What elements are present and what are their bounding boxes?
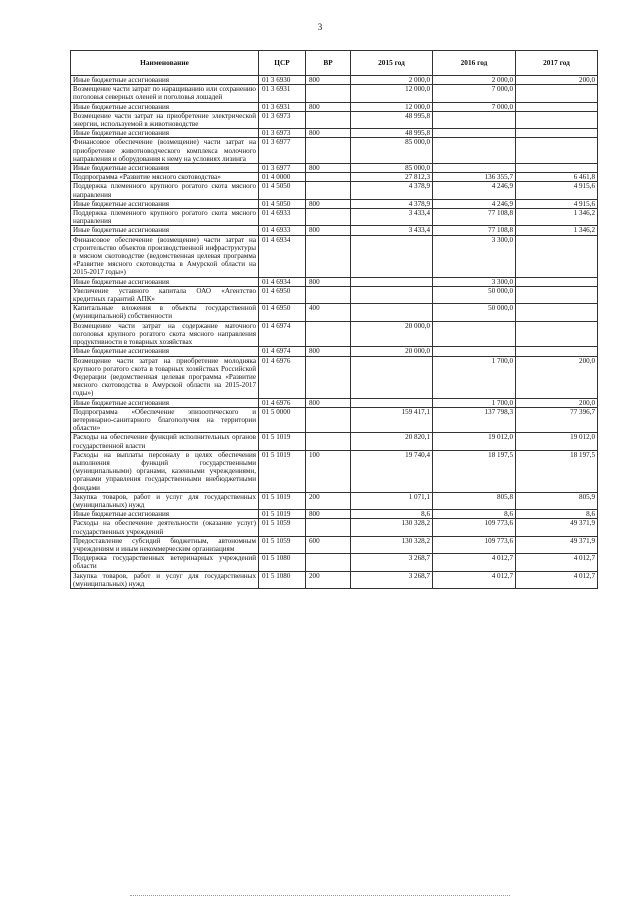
cell-2017: 4 915,6 bbox=[516, 182, 598, 199]
cell-2015: 85 000,0 bbox=[351, 164, 433, 173]
table-row bbox=[71, 199, 598, 208]
cell-2015: 19 740,4 bbox=[351, 450, 433, 492]
cell-2016: 4 246,9 bbox=[433, 182, 516, 199]
cell-2015: 130 328,2 bbox=[351, 519, 433, 536]
cell-2016: 7 000,0 bbox=[433, 85, 516, 102]
cell-csr: 01 4 6950 bbox=[259, 304, 306, 321]
cell-2015 bbox=[351, 304, 433, 321]
cell-csr: 01 4 6933 bbox=[259, 226, 306, 235]
cell-2016 bbox=[433, 347, 516, 356]
cell-vr bbox=[306, 519, 351, 536]
cell-csr: 01 3 6977 bbox=[259, 164, 306, 173]
cell-vr bbox=[306, 235, 351, 277]
header-2017: 2017 год bbox=[516, 51, 598, 76]
cell-vr: 800 bbox=[306, 102, 351, 111]
cell-2017 bbox=[516, 111, 598, 128]
cell-csr: 01 4 0000 bbox=[259, 173, 306, 182]
cell-2017 bbox=[516, 129, 598, 138]
cell-2016: 7 000,0 bbox=[433, 102, 516, 111]
table-row bbox=[71, 102, 598, 111]
cell-2015: 3 433,4 bbox=[351, 226, 433, 235]
cell-2015: 20 820,1 bbox=[351, 433, 433, 450]
cell-name: Иные бюджетные ассигнования bbox=[71, 199, 259, 208]
cell-2016: 4 012,7 bbox=[433, 554, 516, 571]
cell-vr bbox=[306, 554, 351, 571]
cell-vr bbox=[306, 111, 351, 128]
cell-2017: 1 346,2 bbox=[516, 209, 598, 226]
cell-2017: 77 396,7 bbox=[516, 407, 598, 433]
cell-vr bbox=[306, 407, 351, 433]
cell-vr: 800 bbox=[306, 129, 351, 138]
header-2015: 2015 год bbox=[351, 51, 433, 76]
cell-2015: 4 378,9 bbox=[351, 182, 433, 199]
table-row bbox=[71, 433, 598, 450]
cell-csr: 01 3 6931 bbox=[259, 102, 306, 111]
cell-2016: 3 300,0 bbox=[433, 277, 516, 286]
cell-2015: 20 000,0 bbox=[351, 321, 433, 347]
cell-vr bbox=[306, 182, 351, 199]
cell-vr bbox=[306, 85, 351, 102]
table-row bbox=[71, 304, 598, 321]
cell-2016: 1 700,0 bbox=[433, 356, 516, 398]
cell-2017: 8,6 bbox=[516, 510, 598, 519]
header-2016: 2016 год bbox=[433, 51, 516, 76]
cell-name: Возмещение части затрат по наращиванию или сохранению поголовья северных оленей и поголовья лошадей bbox=[71, 85, 259, 102]
cell-name: Иные бюджетные ассигнования bbox=[71, 398, 259, 407]
cell-2015: 1 071,1 bbox=[351, 492, 433, 509]
table-row bbox=[71, 85, 598, 102]
cell-2017 bbox=[516, 235, 598, 277]
table-row bbox=[71, 347, 598, 356]
cell-2015 bbox=[351, 235, 433, 277]
cell-vr bbox=[306, 173, 351, 182]
page-number: 3 bbox=[317, 22, 323, 32]
cell-2015: 4 378,9 bbox=[351, 199, 433, 208]
cell-2017: 6 461,8 bbox=[516, 173, 598, 182]
cell-csr: 01 4 5050 bbox=[259, 182, 306, 199]
cell-csr: 01 4 6976 bbox=[259, 398, 306, 407]
cell-2017 bbox=[516, 138, 598, 164]
cell-2017 bbox=[516, 164, 598, 173]
table-row bbox=[71, 286, 598, 303]
cell-2015 bbox=[351, 286, 433, 303]
cell-vr: 100 bbox=[306, 450, 351, 492]
page-bottom-divider bbox=[130, 895, 510, 896]
cell-2017 bbox=[516, 286, 598, 303]
cell-2016: 109 773,6 bbox=[433, 519, 516, 536]
cell-2017: 18 197,5 bbox=[516, 450, 598, 492]
cell-csr: 01 4 5050 bbox=[259, 199, 306, 208]
cell-2016: 8,6 bbox=[433, 510, 516, 519]
cell-2015: 130 328,2 bbox=[351, 536, 433, 553]
cell-2015: 48 995,8 bbox=[351, 111, 433, 128]
cell-csr: 01 5 1059 bbox=[259, 519, 306, 536]
table-row bbox=[71, 76, 598, 85]
table-row bbox=[71, 277, 598, 286]
cell-2015: 8,6 bbox=[351, 510, 433, 519]
cell-vr: 200 bbox=[306, 571, 351, 588]
cell-name: Возмещение части затрат на приобретение электрической энергии, используемой в животноводстве bbox=[71, 111, 259, 128]
cell-2017 bbox=[516, 347, 598, 356]
cell-2016: 77 108,8 bbox=[433, 209, 516, 226]
cell-name: Расходы на выплаты персоналу в целях обеспечения выполнения функций государственными (муниципальными) органами, казенными учреждениями, органами управления государственными внебюджетными фондами bbox=[71, 450, 259, 492]
cell-2017 bbox=[516, 321, 598, 347]
table-header-row bbox=[71, 51, 598, 76]
cell-2015: 85 000,0 bbox=[351, 138, 433, 164]
cell-csr: 01 4 6934 bbox=[259, 235, 306, 277]
table-row bbox=[71, 173, 598, 182]
cell-2015: 12 000,0 bbox=[351, 85, 433, 102]
table-row bbox=[71, 111, 598, 128]
cell-2015 bbox=[351, 398, 433, 407]
cell-name: Финансовое обеспечение (возмещение) части затрат на строительство объектов производственной инфраструктуры в мясном скотоводстве (ведомственная целевая программа «Развитие мясного скотоводства в Амурской области на 2015-2017 годы») bbox=[71, 235, 259, 277]
cell-name: Иные бюджетные ассигнования bbox=[71, 226, 259, 235]
cell-2016: 137 798,3 bbox=[433, 407, 516, 433]
cell-name: Подпрограмма «Развитие мясного скотоводства» bbox=[71, 173, 259, 182]
cell-vr: 400 bbox=[306, 304, 351, 321]
cell-2016: 805,8 bbox=[433, 492, 516, 509]
cell-2016 bbox=[433, 129, 516, 138]
cell-name: Увеличение уставного капитала ОАО «Агентство кредитных гарантий АПК» bbox=[71, 286, 259, 303]
cell-csr: 01 3 6973 bbox=[259, 129, 306, 138]
cell-csr: 01 4 6950 bbox=[259, 286, 306, 303]
cell-2016: 1 700,0 bbox=[433, 398, 516, 407]
cell-2017 bbox=[516, 277, 598, 286]
cell-2016 bbox=[433, 138, 516, 164]
cell-name: Подпрограмма «Обеспечение эпизоотического и ветеринарно-санитарного благополучия на территории области» bbox=[71, 407, 259, 433]
cell-vr bbox=[306, 286, 351, 303]
cell-vr: 600 bbox=[306, 536, 351, 553]
cell-2016: 109 773,6 bbox=[433, 536, 516, 553]
cell-2015: 3 268,7 bbox=[351, 554, 433, 571]
cell-name: Иные бюджетные ассигнования bbox=[71, 347, 259, 356]
cell-name: Иные бюджетные ассигнования bbox=[71, 102, 259, 111]
cell-2016: 3 300,0 bbox=[433, 235, 516, 277]
cell-2017 bbox=[516, 85, 598, 102]
cell-2015 bbox=[351, 356, 433, 398]
cell-vr bbox=[306, 356, 351, 398]
cell-name: Расходы на обеспечение функций исполнительных органов государственной власти bbox=[71, 433, 259, 450]
cell-csr: 01 3 6977 bbox=[259, 138, 306, 164]
cell-2016: 18 197,5 bbox=[433, 450, 516, 492]
cell-csr: 01 3 6973 bbox=[259, 111, 306, 128]
cell-name: Иные бюджетные ассигнования bbox=[71, 164, 259, 173]
cell-csr: 01 5 1080 bbox=[259, 571, 306, 588]
cell-2016: 19 012,0 bbox=[433, 433, 516, 450]
cell-vr: 800 bbox=[306, 226, 351, 235]
table-row bbox=[71, 450, 598, 492]
table-row bbox=[71, 182, 598, 199]
cell-2017: 4 012,7 bbox=[516, 554, 598, 571]
cell-csr: 01 3 6931 bbox=[259, 85, 306, 102]
table-row bbox=[71, 398, 598, 407]
cell-csr: 01 5 1019 bbox=[259, 450, 306, 492]
table-row bbox=[71, 164, 598, 173]
cell-name: Иные бюджетные ассигнования bbox=[71, 277, 259, 286]
cell-2016: 136 355,7 bbox=[433, 173, 516, 182]
cell-2017: 49 371,9 bbox=[516, 519, 598, 536]
cell-2017: 200,0 bbox=[516, 356, 598, 398]
cell-2017 bbox=[516, 102, 598, 111]
cell-name: Поддержка племенного крупного рогатого скота мясного направления bbox=[71, 182, 259, 199]
cell-csr: 01 5 1019 bbox=[259, 492, 306, 509]
cell-2015: 48 995,8 bbox=[351, 129, 433, 138]
table-row bbox=[71, 492, 598, 509]
cell-2015: 20 000,0 bbox=[351, 347, 433, 356]
cell-2016: 50 000,0 bbox=[433, 286, 516, 303]
cell-vr bbox=[306, 433, 351, 450]
cell-2015: 3 433,4 bbox=[351, 209, 433, 226]
cell-vr: 800 bbox=[306, 164, 351, 173]
cell-2015 bbox=[351, 277, 433, 286]
cell-2016: 4 012,7 bbox=[433, 571, 516, 588]
table-row bbox=[71, 129, 598, 138]
cell-name: Поддержка племенного крупного рогатого скота мясного направления bbox=[71, 209, 259, 226]
cell-csr: 01 4 6933 bbox=[259, 209, 306, 226]
cell-2017 bbox=[516, 304, 598, 321]
cell-2016 bbox=[433, 164, 516, 173]
table-row bbox=[71, 321, 598, 347]
cell-vr: 800 bbox=[306, 398, 351, 407]
cell-name: Расходы на обеспечение деятельности (оказание услуг) государственных учреждений bbox=[71, 519, 259, 536]
table-row bbox=[71, 571, 598, 588]
cell-name: Возмещение части затрат на содержание маточного поголовья крупного рогатого скота мясного направления продуктивности в товарных хозяйствах bbox=[71, 321, 259, 347]
cell-name: Предоставление субсидий бюджетным, автономным учреждениям и иным некоммерческим организациям bbox=[71, 536, 259, 553]
cell-2015: 2 000,0 bbox=[351, 76, 433, 85]
cell-vr: 800 bbox=[306, 510, 351, 519]
table-body bbox=[71, 76, 598, 589]
cell-2016 bbox=[433, 111, 516, 128]
cell-name: Иные бюджетные ассигнования bbox=[71, 76, 259, 85]
cell-name: Иные бюджетные ассигнования bbox=[71, 129, 259, 138]
cell-2016: 50 000,0 bbox=[433, 304, 516, 321]
cell-csr: 01 5 0000 bbox=[259, 407, 306, 433]
cell-csr: 01 5 1019 bbox=[259, 433, 306, 450]
cell-2017: 805,9 bbox=[516, 492, 598, 509]
cell-csr: 01 3 6930 bbox=[259, 76, 306, 85]
table-row bbox=[71, 209, 598, 226]
cell-2017: 200,0 bbox=[516, 398, 598, 407]
cell-2015: 12 000,0 bbox=[351, 102, 433, 111]
cell-2016: 77 108,8 bbox=[433, 226, 516, 235]
cell-vr bbox=[306, 138, 351, 164]
cell-name: Закупка товаров, работ и услуг для государственных (муниципальных) нужд bbox=[71, 571, 259, 588]
cell-2015: 3 268,7 bbox=[351, 571, 433, 588]
cell-2015: 27 812,3 bbox=[351, 173, 433, 182]
cell-2016: 2 000,0 bbox=[433, 76, 516, 85]
cell-2017: 19 012,0 bbox=[516, 433, 598, 450]
cell-vr bbox=[306, 209, 351, 226]
cell-name: Капитальные вложения в объекты государственной (муниципальной) собственности bbox=[71, 304, 259, 321]
cell-2017: 4 012,7 bbox=[516, 571, 598, 588]
cell-csr: 01 5 1059 bbox=[259, 536, 306, 553]
cell-name: Возмещение части затрат на приобретение молодняка крупного рогатого скота в товарных хозяйствах Российской Федерации (ведомственная целевая программа «Развитие мясного скотоводства в Амурской области на 2015-2017 годы») bbox=[71, 356, 259, 398]
cell-2015: 159 417,1 bbox=[351, 407, 433, 433]
table-row bbox=[71, 519, 598, 536]
table-row bbox=[71, 356, 598, 398]
header-name: Наименование bbox=[71, 51, 259, 76]
table-row bbox=[71, 554, 598, 571]
cell-csr: 01 4 6934 bbox=[259, 277, 306, 286]
cell-vr: 800 bbox=[306, 199, 351, 208]
cell-vr: 200 bbox=[306, 492, 351, 509]
cell-name: Закупка товаров, работ и услуг для государственных (муниципальных) нужд bbox=[71, 492, 259, 509]
cell-csr: 01 4 6976 bbox=[259, 356, 306, 398]
cell-2016 bbox=[433, 321, 516, 347]
cell-name: Поддержка государственных ветеринарных учреждений области bbox=[71, 554, 259, 571]
table-row bbox=[71, 510, 598, 519]
table-row bbox=[71, 407, 598, 433]
cell-2017: 1 346,2 bbox=[516, 226, 598, 235]
cell-2017: 200,0 bbox=[516, 76, 598, 85]
header-csr: ЦСР bbox=[259, 51, 306, 76]
table-row bbox=[71, 138, 598, 164]
table-row bbox=[71, 226, 598, 235]
cell-name: Финансовое обеспечение (возмещение) части затрат на приобретение животноводческого комплекса молочного направления и оборудования к нему на условиях лизинга bbox=[71, 138, 259, 164]
table-row bbox=[71, 235, 598, 277]
cell-vr: 800 bbox=[306, 347, 351, 356]
header-vr: ВР bbox=[306, 51, 351, 76]
cell-vr: 800 bbox=[306, 76, 351, 85]
cell-vr: 800 bbox=[306, 277, 351, 286]
cell-csr: 01 5 1019 bbox=[259, 510, 306, 519]
cell-name: Иные бюджетные ассигнования bbox=[71, 510, 259, 519]
cell-csr: 01 4 6974 bbox=[259, 347, 306, 356]
cell-2017: 4 915,6 bbox=[516, 199, 598, 208]
cell-2016: 4 246,9 bbox=[433, 199, 516, 208]
table-row bbox=[71, 536, 598, 553]
cell-vr bbox=[306, 321, 351, 347]
cell-csr: 01 4 6974 bbox=[259, 321, 306, 347]
budget-table bbox=[70, 50, 598, 589]
cell-2017: 49 371,9 bbox=[516, 536, 598, 553]
cell-csr: 01 5 1080 bbox=[259, 554, 306, 571]
